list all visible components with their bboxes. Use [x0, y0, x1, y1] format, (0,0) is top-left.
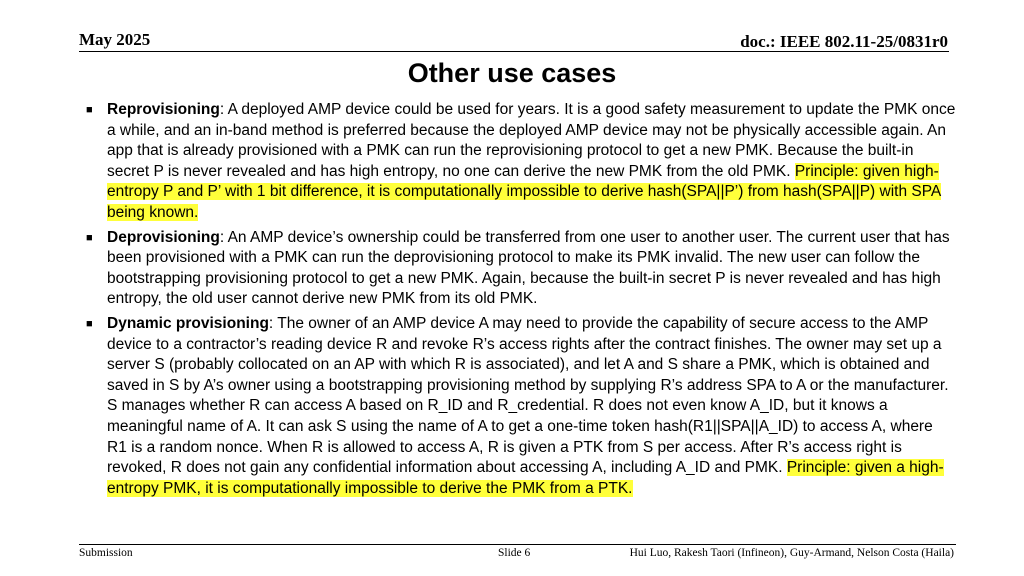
header-doc-id: doc.: IEEE 802.11-25/0831r0 — [740, 32, 948, 51]
bullet-text: : A deployed AMP device could be used for years. It is a good safety measurement to update the PMK once a while, and an in-band method is preferred because the deployed AMP device may not be physically accessible again. An app that is already provisioned with a PMK can run the reprovisioning protocol to get a new PMK. Because the built-in secret P is never revealed and has high entropy, no one can derive the new PMK from the old PMK. — [107, 101, 956, 180]
bullet-term: Dynamic provisioning — [107, 314, 269, 332]
bullet-list — [86, 100, 956, 503]
bullet-text: : The owner of an AMP device A may need to provide the capability of secure access to the AMP device to a contractor’s reading device R and revoke R’s access rights after the contract finishes. The owner may set up a server S (probably collocated on an AP with which R is associated), and let A and S share a PMK, which is obtained and saved in S by A’s owner using a bootstrapping provisioning method by supplying R’s address SPA to A or the manufacturer. S manages whether R can access A based on R_ID and R_credential. R does not even know A_ID, but it knows a meaningful name of A. It can ask S using the name of A to get a one-time token hash(R1||SPA||A_ID) to access A, where R1 is a random nonce. When R is allowed to access A, R is given a PTK from S per access. After R’s access right is revoked, R does not gain any confidential information about accessing A, including A_ID and PMK. — [107, 314, 949, 477]
header-divider — [79, 51, 949, 52]
footer-divider — [79, 544, 956, 545]
footer-slide-number: Slide 6 — [498, 547, 531, 559]
header-date: May 2025 — [79, 30, 151, 49]
footer-authors: Hui Luo, Rakesh Taori (Infineon), Guy-Armand, Nelson Costa (Haila) — [629, 547, 954, 559]
highlighted-principle: Principle: given high-entropy P and P’ with 1 bit difference, it is computationally impossible to derive hash(SPA||P’) from hash(SPA||P) with SPA being known. — [107, 162, 942, 221]
bullet-item-dynamic-provisioning — [86, 314, 956, 499]
bullet-item-deprovisioning — [86, 228, 956, 310]
square-bullet-icon: ■ — [86, 317, 93, 330]
bullet-text: : An AMP device’s ownership could be transferred from one user to another user. The current user that has been provisioned with a PMK can run the deprovisioning protocol to make its PMK invalid. The new user can follow the bootstrapping provisioning protocol to get a new PMK. Again, because the built-in secret P is never revealed and has high entropy, the old user cannot derive new PMK from its old PMK. — [107, 228, 950, 308]
bullet-item-reprovisioning — [86, 100, 956, 224]
bullet-term: Reprovisioning — [107, 101, 220, 118]
bullet-term: Deprovisioning — [107, 228, 220, 246]
square-bullet-icon: ■ — [86, 104, 93, 116]
highlighted-principle: Principle: given a high-entropy PMK, it is computationally impossible to derive the PMK from a PTK. — [107, 459, 944, 497]
slide-title: Other use cases — [407, 58, 617, 88]
footer-submission: Submission — [79, 547, 133, 559]
square-bullet-icon: ■ — [86, 231, 93, 244]
